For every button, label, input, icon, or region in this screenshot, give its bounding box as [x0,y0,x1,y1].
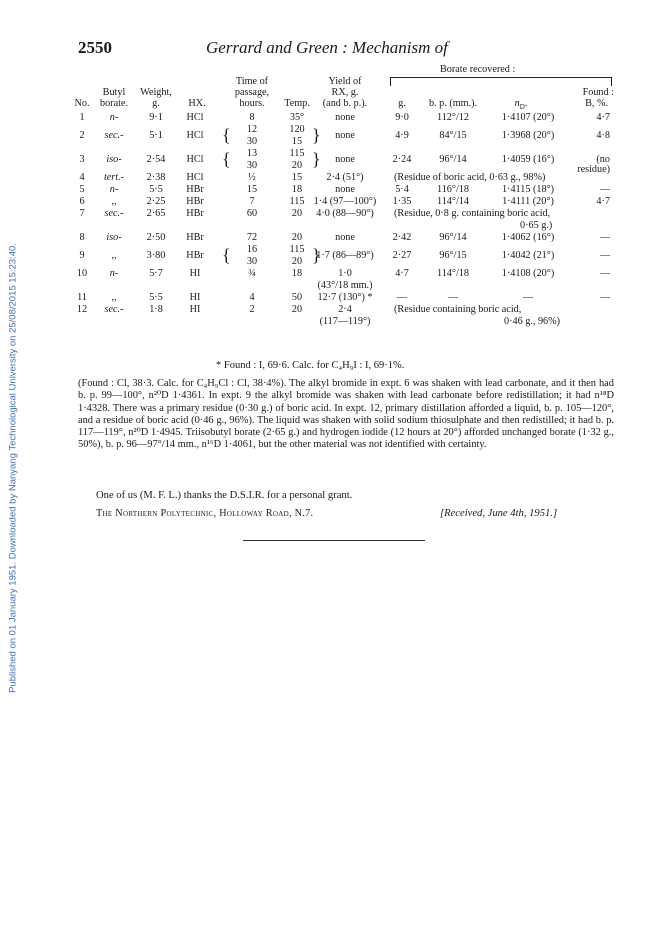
cell-residue-note: (Residue, 0·8 g. containing boric acid, [394,208,551,219]
cell-temp: 50 [291,292,303,303]
cell-no: 6 [79,196,85,207]
cell-bp: 84°/15 [439,130,467,141]
col-weight-1: Weight, [140,87,172,98]
col-no: No. [74,98,90,109]
cell-no: 3 [79,154,85,165]
cell-temp: 20 [291,304,303,315]
col-bp: b. p. (mm.). [428,98,478,109]
cell-found: — [599,184,610,195]
table-footnote: * Found : I, 69·6. Calc. for C₄H₉I : I, 69·1%. [216,360,405,371]
cell-hx: HBr [186,196,204,207]
cell-g: 4·7 [395,268,409,279]
cell-temp: 35° [289,112,305,123]
cell-weight: 1·8 [149,304,163,315]
end-rule [243,540,425,541]
cell-found: — [599,268,610,279]
cell-yield: none [335,232,355,243]
cell-weight: 2·65 [146,208,166,219]
cell-butyl: sec.- [104,304,124,315]
col-nd [498,98,544,113]
cell-butyl: sec.- [104,130,124,141]
cell-hx: HBr [186,250,204,261]
brace-right: } [312,125,321,145]
cell-time: 30 [246,160,258,171]
cell-temp: 115 [289,196,305,207]
cell-butyl: tert.- [103,172,125,183]
cell-g: 2·24 [392,154,412,165]
cell-temp: 20 [291,208,303,219]
col-time-1: Time of [235,76,269,87]
cell-yield: none [335,112,355,123]
cell-nd: 1·4115 (18°) [501,184,555,195]
cell-g: 5·4 [395,184,409,195]
cell-temp: 18 [291,268,303,279]
cell-hx: HBr [186,184,204,195]
brace-left: { [222,125,231,145]
col-nd-dot: . [524,98,528,109]
cell-butyl: ,, [111,250,117,261]
col-g: g. [398,98,406,109]
cell-hx: HI [189,292,201,303]
cell-residue-note: (Residue containing boric acid, [394,304,522,315]
cell-temp: 115 [289,148,305,159]
cell-nd: 1·4059 (16°) [501,154,555,165]
cell-bp: 112°/12 [437,112,469,123]
cell-time: ½ [248,172,256,183]
cell-yield: 1·4 (97—100°) [313,196,377,207]
cell-no: 9 [79,250,85,261]
cell-butyl: n- [109,184,119,195]
running-head [78,38,600,60]
cell-found: 4·8 [596,130,610,141]
cell-butyl: iso- [106,154,122,165]
cell-found: — [599,232,610,243]
col-nd-sub: D [519,103,525,112]
cell-yield: 4·0 (88—90°) [316,208,374,219]
author-address: The Northern Polytechnic, Holloway Road, N.7. [96,508,314,519]
cell-yield: none [335,154,355,165]
cell-g: 2·42 [392,232,412,243]
received-date: [Received, June 4th, 1951.] [440,508,558,519]
cell-residue-note: 0·46 g., 96%) [504,316,561,327]
cell-time: 4 [249,292,255,303]
cell-no: 11 [77,292,87,303]
cell-time: 30 [246,136,258,147]
cell-bp: 116°/18 [437,184,469,195]
cell-found: — [599,250,610,261]
cell-yield: none [335,184,355,195]
brace-right: } [312,149,321,169]
cell-nd: 1·4042 (21°) [501,250,555,261]
cell-yield: 2·4 [338,304,352,315]
cell-found: (no [596,154,610,165]
cell-weight: 9·1 [149,112,163,123]
col-time-2: passage, [234,87,270,98]
download-watermark-text: Published on 01 January 1951. Downloaded by Nanyang Technological University on 25/08/2015 15:23:40. [7,243,19,693]
cell-temp: 15 [291,136,303,147]
cell-no: 8 [79,232,85,243]
col-nd-n: n [514,98,520,109]
col-found-1: Found : [582,87,614,98]
cell-hx: HI [189,304,201,315]
cell-weight: 5·1 [149,130,163,141]
cell-g: 9·0 [395,112,409,123]
cell-nd: — [522,292,534,303]
cell-yield: 2·4 (51°) [326,172,364,183]
cell-butyl: ,, [111,196,117,207]
col-butyl-1: Butyl [102,87,126,98]
cell-residue-note: (Residue of boric acid, 0·63 g., 98%) [394,172,546,183]
cell-bp: — [447,292,459,303]
cell-no: 5 [79,184,85,195]
cell-time: 60 [246,208,258,219]
cell-hx: HCl [186,172,204,183]
cell-yield: 1·7 (86—89°) [316,250,374,261]
cell-hx: HI [189,268,201,279]
cell-butyl: n- [109,268,119,279]
cell-temp: 15 [291,172,303,183]
cell-nd: 1·3968 (20°) [501,130,555,141]
cell-yield: 1·0 [338,268,352,279]
cell-time: 13 [246,148,258,159]
cell-nd: 1·4107 (20°) [501,112,555,123]
cell-weight: 2·38 [146,172,166,183]
group-header-rule [390,77,612,86]
cell-bp: 114°/18 [437,268,469,279]
cell-time: 7 [249,196,255,207]
cell-g: 4·9 [395,130,409,141]
cell-no: 1 [79,112,85,123]
cell-time: 30 [246,256,258,267]
cell-time: 12 [246,124,258,135]
cell-nd: 1·4108 (20°) [501,268,555,279]
cell-weight: 2·50 [146,232,166,243]
cell-weight: 5·7 [149,268,163,279]
cell-hx: HCl [186,154,204,165]
group-header-borate-recovered: Borate recovered : [440,64,516,75]
brace-right: } [312,245,321,265]
cell-butyl: iso- [106,232,122,243]
cell-found: residue) [577,164,610,175]
cell-found: 4·7 [596,196,610,207]
running-title: Gerrard and Green : Mechanism of [206,38,448,57]
brace-left: { [222,245,231,265]
cell-time: ¾ [248,268,256,279]
cell-butyl: sec.- [104,208,124,219]
cell-hx: HCl [186,130,204,141]
cell-temp: 115 [289,244,305,255]
cell-temp: 120 [289,124,305,135]
brace-left: { [222,149,231,169]
cell-no: 7 [79,208,85,219]
cell-no: 2 [79,130,85,141]
notes-paragraph: (Found : Cl, 38·3. Calc. for C₄H₉Cl : Cl, 38·4%). The alkyl bromide in expt. 6 was shaken with lead carbonate, and it then had b. p. 99—100°, n²⁰D 1·4361. In expt. 9 the alkyl bromide was shaken with lead carbonate before redistillation; it had n¹⁸D 1·4328. There was a primary residue (0·30 g.) of boric acid. In expt. 12, primary distillation afforded a liquid, b. p. 105—120°, and a residue of boric acid (0·46 g., 96%). The liquid was shaken with solid sodium thiosulphate and then redistilled; it had b. p. 117—119°, n²⁰D 1·4945. Triisobutyl borate (2·65 g.) and hydrogen iodide (12 hours at 20°) afforded unchanged borate (1·32 g., 50%), b. p. 96—97°/14 mm., n¹⁶D 1·4061, but the other material was not identified with certainty. [78,378,614,451]
cell-bp: 96°/14 [439,232,467,243]
cell-no: 10 [76,268,88,279]
col-yield-1: Yield of [328,76,362,87]
cell-found: — [599,292,610,303]
cell-weight: 3·80 [146,250,166,261]
cell-temp: 20 [291,160,303,171]
cell-hx: HCl [186,112,204,123]
cell-yield: (43°/18 mm.) [317,280,373,291]
cell-hx: HBr [186,232,204,243]
cell-temp: 20 [291,232,303,243]
acknowledgement: One of us (M. F. L.) thanks the D.S.I.R. for a personal grant. [96,490,353,501]
col-weight-2: g. [152,98,160,109]
cell-nd: 1·4062 (16°) [501,232,555,243]
cell-nd: 1·4111 (20°) [502,196,554,207]
cell-bp: 114°/14 [437,196,469,207]
cell-time: 72 [246,232,258,243]
cell-yield: none [335,130,355,141]
col-time-3: hours. [239,98,265,109]
cell-weight: 5·5 [149,184,163,195]
cell-found: 4·7 [596,112,610,123]
cell-no: 4 [79,172,85,183]
cell-weight: 2·54 [146,154,166,165]
cell-bp: 96°/15 [439,250,467,261]
cell-temp: 18 [291,184,303,195]
cell-butyl: n- [109,112,119,123]
cell-yield: (117—119°) [319,316,371,327]
page-number: 2550 [78,38,112,57]
col-yield-2: RX, g. [331,87,359,98]
download-watermark [0,0,26,936]
col-butyl-2: borate. [99,98,128,109]
cell-butyl: ,, [111,292,117,303]
cell-residue-note: 0·65 g.) [520,220,553,231]
cell-hx: HBr [186,208,204,219]
cell-weight: 2·25 [146,196,166,207]
cell-g: — [396,292,408,303]
cell-g: 2·27 [392,250,412,261]
cell-yield: 12·7 (130°) * [317,292,373,303]
cell-time: 8 [249,112,255,123]
cell-g: 1·35 [392,196,412,207]
cell-no: 12 [76,304,88,315]
cell-time: 16 [246,244,258,255]
col-temp: Temp. [284,98,310,109]
col-yield-3: (and b. p.). [322,98,368,109]
cell-bp: 96°/14 [439,154,467,165]
cell-temp: 20 [291,256,303,267]
col-found-2: B, %. [585,98,608,109]
cell-weight: 5·5 [149,292,163,303]
results-table [72,64,612,356]
col-hx: HX. [188,98,206,109]
cell-time: 15 [246,184,258,195]
cell-time: 2 [249,304,255,315]
